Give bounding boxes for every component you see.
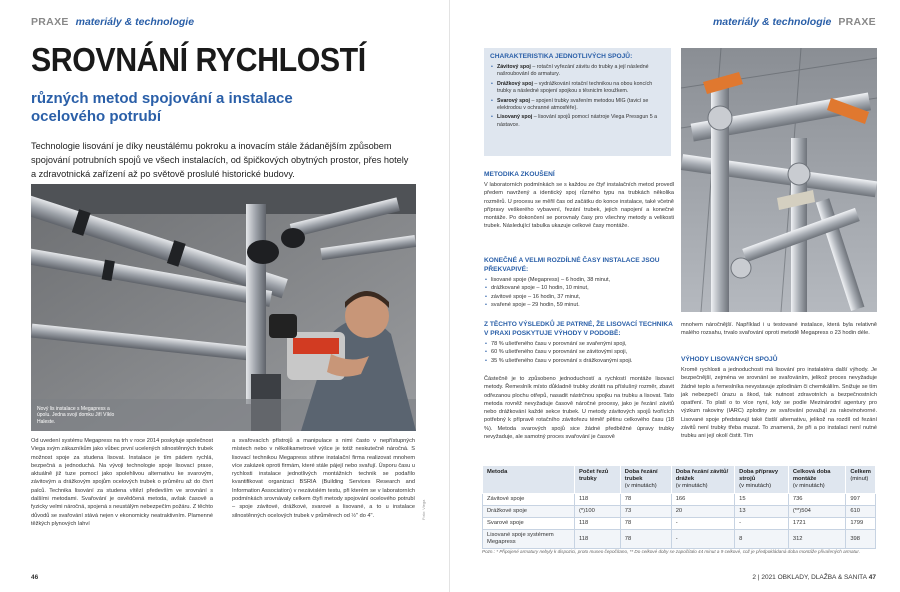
table-cell: Lisované spoje systémem Megapress: [483, 530, 575, 549]
list-item: • Svarový spoj – spojení trubky svařením metodou MIG (tavicí se elektrodou v ochranné atmosféře).: [490, 98, 665, 113]
column-header: Počet řezů trubky: [575, 466, 621, 494]
section-header: [31, 16, 194, 28]
table-cell: 166: [671, 494, 734, 506]
advantages-heading: VÝHODY LISOVANÝCH SPOJŮ: [681, 356, 778, 363]
table-cell: -: [735, 518, 789, 530]
table-cell: 997: [846, 494, 876, 506]
table-cell: 398: [846, 530, 876, 549]
savings-text: Částečně je to způsobeno jednoduchostí a rychlostí montáže lisovací metody. Řemeslník místo důkladně trubky zkrátit na příslušný rozměr, zbavit odřezanou plochu otřepů, nasadit nástrčnou spojku na trubku a lisovat. Tato metoda rovněž nevyžaduje časově náročné procesy, jako je řezání závitů nebo drážkování každé sekce trubek. U metody závitových spojů tvořících potřebný k přípravě rotačního závitořezu téměř pětinu celkového času (18 %). Metoda svarových spojů sice žádné předběžné úpravy trubky nevyžaduje, ale samotný proces svařování je časově: [484, 376, 674, 441]
article-title: SROVNÁNÍ RYCHLOSTÍ: [31, 41, 366, 78]
table-cell: Drážkové spoje: [483, 506, 575, 518]
body-column-2: a svařovacích přístrojů a manipulace s nimi často v nepřístupných místech nebo v několikametrové výšce je totiž neskutečně náročná. S lisovací technikou Megapress stihne instalační firma realizovat mnohem více zakázek oproti firmám, které stále pájejí nebo svařují. Úsporu času u rychlosti instalace jednotlivých montážních technik se podařilo kvantifikovat organizaci BSRIA (Building Services Research and Information Association) v nezávislém testu, při kterém se v laboratorních podmínkách srovnávaly celkem čtyři metody spojování ocelového potrubí – spoje závitové, drážkové, svarové a lisované, a to u instalace silnostěnných ocelových trubek v průměrech od ½" do 4".: [232, 438, 415, 519]
column-header: Celková doba montáže (v minutách): [788, 466, 845, 494]
column-header: Doba přípravy strojů (v minutách): [735, 466, 789, 494]
installation-times-table: [482, 465, 876, 549]
joint-types-list: [490, 64, 665, 129]
box-title: CHARAKTERISTIKA JEDNOTLIVÝCH SPOJŮ:: [490, 53, 633, 60]
list-item: • Lisovaný spoj – lisování spojů pomocí nástroje Viega Pressgun 5 a nástavce.: [490, 114, 665, 129]
table-cell: 13: [735, 506, 789, 518]
table-cell: 736: [788, 494, 845, 506]
table-cell: 610: [846, 506, 876, 518]
list-item: • Drážkový spoj – vydrážkování rotační technikou na obou koncích trubky a následné spojení spojkou s těsnicím kroužkem.: [490, 81, 665, 96]
column-header: Doba řezání závitů/ drážek (v minutách): [671, 466, 734, 494]
table-cell: 78: [620, 530, 671, 549]
table-cell: (*)100: [575, 506, 621, 518]
list-item: • závitové spoje – 16 hodin, 37 minut,: [484, 293, 674, 301]
photo-credit: Foto: Viega: [421, 499, 426, 520]
category-label: materiály & technologie: [75, 16, 195, 28]
results-list: [484, 276, 674, 310]
table-row: [483, 494, 876, 506]
table-cell: -: [671, 518, 734, 530]
table-cell: 15: [735, 494, 789, 506]
table-cell: 8: [735, 530, 789, 549]
list-item: • drážkované spoje – 10 hodin, 10 minut,: [484, 284, 674, 292]
comparison-text: mnohem náročnější. Například i u testované instalace, která byla relativně malého rozsahu, trvalo svařování oproti metodě Megapress o 23 hodin déle.: [681, 322, 877, 337]
list-item: • 60 % ušetřeného času v porovnání se závitovými spoji,: [484, 348, 674, 356]
list-item: • Závitový spoj – rotační vyřezání závitu do trubky a její následné našroubování do armatury.: [490, 64, 665, 79]
article-lead: Technologie lisování je díky neustálému pokroku a inovacím stále žádanějším způsobem spojování potrubních spojů ve všech instalacích, od špičkových obytných prostor, přes hotely a zdravotnická zařízení až po světově proslulé historické budovy.: [31, 141, 409, 179]
table-cell: 78: [620, 494, 671, 506]
column-header: Celkem (minut): [846, 466, 876, 494]
savings-heading: Z TĚCHTO VÝSLEDKŮ JE PATRNÉ, ŽE LISOVACÍ TECHNIKA V PRAXI POSKYTUJE VÝHODY V PODOBĚ:: [484, 321, 673, 337]
table-cell: 1721: [788, 518, 845, 530]
installer-photo: [31, 184, 416, 431]
table-cell: (**)504: [788, 506, 845, 518]
table-note: Pozn.: * Připojené armatury nebyly k dispozici, proto museo čepočítano, ** Do celkové doby se započítalo 44 minut a 9 celkové, což je předpokládaná doba montáže přivařených armatur.: [482, 549, 860, 554]
methodology-heading: METODIKA ZKOUŠENÍ: [484, 171, 555, 178]
table-row: [483, 518, 876, 530]
results-heading: KONEČNÉ A VELMI ROZDÍLNÉ ČASY INSTALACE JSOU PŘEKVAPIVÉ:: [484, 257, 660, 273]
methodology-text: V laboratorních podmínkách se s každou ze čtyř instalačních metod provedl předem navržený a identický spoj různého typu na trubkách několika rozměrů. U procesu se měřil čas od začátku do konce instalace, také včetně přípravy veškerého vybavení, řezání trubek, jejich napojení a konečné montáže. Po dokončení se porovnaly časy pro všechny metody a velikosti trubek. Následující tabulka ukazuje celkové časy montáže.: [484, 182, 674, 230]
table-row: [483, 530, 876, 549]
page-number: 47: [868, 574, 876, 581]
pipes-photo: [681, 48, 877, 312]
category-label: materiály & technologie: [712, 16, 832, 28]
table-cell: -: [671, 530, 734, 549]
table-cell: Svarové spoje: [483, 518, 575, 530]
right-page: [450, 0, 900, 592]
table-cell: 312: [788, 530, 845, 549]
column-header: Doba řezání trubek (v minutách): [620, 466, 671, 494]
photo-caption: Nový lis instalace s Megapress a úpolu. Jedna svojí domku Jiří Víklo Haleste.: [37, 405, 115, 425]
joint-types-box: [484, 48, 671, 156]
list-item: • svařené spoje – 29 hodin, 59 minut.: [484, 301, 674, 309]
page-number: 46: [31, 574, 39, 581]
section-label: PRAXE: [31, 16, 69, 28]
table-header-row: [483, 466, 876, 494]
advantages-text: Kromě rychlosti a jednoduchosti má lisování pro instalatéra další výhody. Je bezpečnější, zejména ve srovnání se svařováním, jelikož proces nevyžaduje žádné teplo a řemeslníka nevystavuje zplodinám či chemikáliím. Snižuje se tím jak nebezpečí úrazu a škod, tak nutnost zdravotních a bezpečnostních opatření. To platí o to více nyní, kdy se podle Mezinárodní agentury pro výzkum rakoviny (IARC) zplodiny ze svařování považují za rakovinotvorné. Lisované spoje představují také čistší alternativu, jelikož na rozdíl od řezání závitů není trubky třeba mazat. To znamená, že při a po instalaci není nutné trubku ani její okolí čistit. Tím: [681, 367, 877, 440]
page-footer: [752, 574, 876, 581]
savings-list: [484, 340, 674, 365]
list-item: • lisované spoje (Megapress) – 6 hodin, 38 minut,: [484, 276, 674, 284]
table-cell: 78: [620, 518, 671, 530]
table-row: [483, 506, 876, 518]
column-header: Metoda: [483, 466, 575, 494]
list-item: • 78 % ušetřeného času v porovnání se svařenými spoji,: [484, 340, 674, 348]
table-cell: 20: [671, 506, 734, 518]
list-item: • 35 % ušetřeného času v porovnání s drážkovanými spoji.: [484, 357, 674, 365]
table-cell: 118: [575, 530, 621, 549]
article-subtitle: různých metod spojování a instalace ocelového potrubí: [31, 90, 293, 125]
table-cell: Závitové spoje: [483, 494, 575, 506]
section-header: [713, 16, 876, 28]
table-cell: 73: [620, 506, 671, 518]
magazine-issue: 2 | 2021 OBKLADY, DLAŽBA & SANITA: [752, 574, 867, 581]
table-cell: 118: [575, 518, 621, 530]
section-label: PRAXE: [838, 16, 876, 28]
table-cell: 1799: [846, 518, 876, 530]
table-cell: 118: [575, 494, 621, 506]
body-column-1: Od uvedení systému Megapress na trh v roce 2014 poskytuje společnost Viega svým zákazníkům jako vůbec první ucelených silnostěnných trubek možnost spoje za studena lisovat. Instalace je tím pádem rychlá, bezpečná a jednoduchá. Na vývoji technologie spoje lisovací praxe, aktuálně již tuze pomocí jako spolehlivou alternativu ke svarovým, závitovým a drážkovým spojům ocelových trubek o průměru až do čtvrt palců. Technika lisování za studena vítězí především ve srovnání s dalšími metodami. Svařování je osvědčená metoda, avšak časově a fyzicky velmi náročná, spojená s neustálým nebezpečím požáru. Z těchto důvodů se svařování stává nejen v ekonomicky neatraktivním. Plamenné těžkých plynových lahví: [31, 438, 213, 527]
